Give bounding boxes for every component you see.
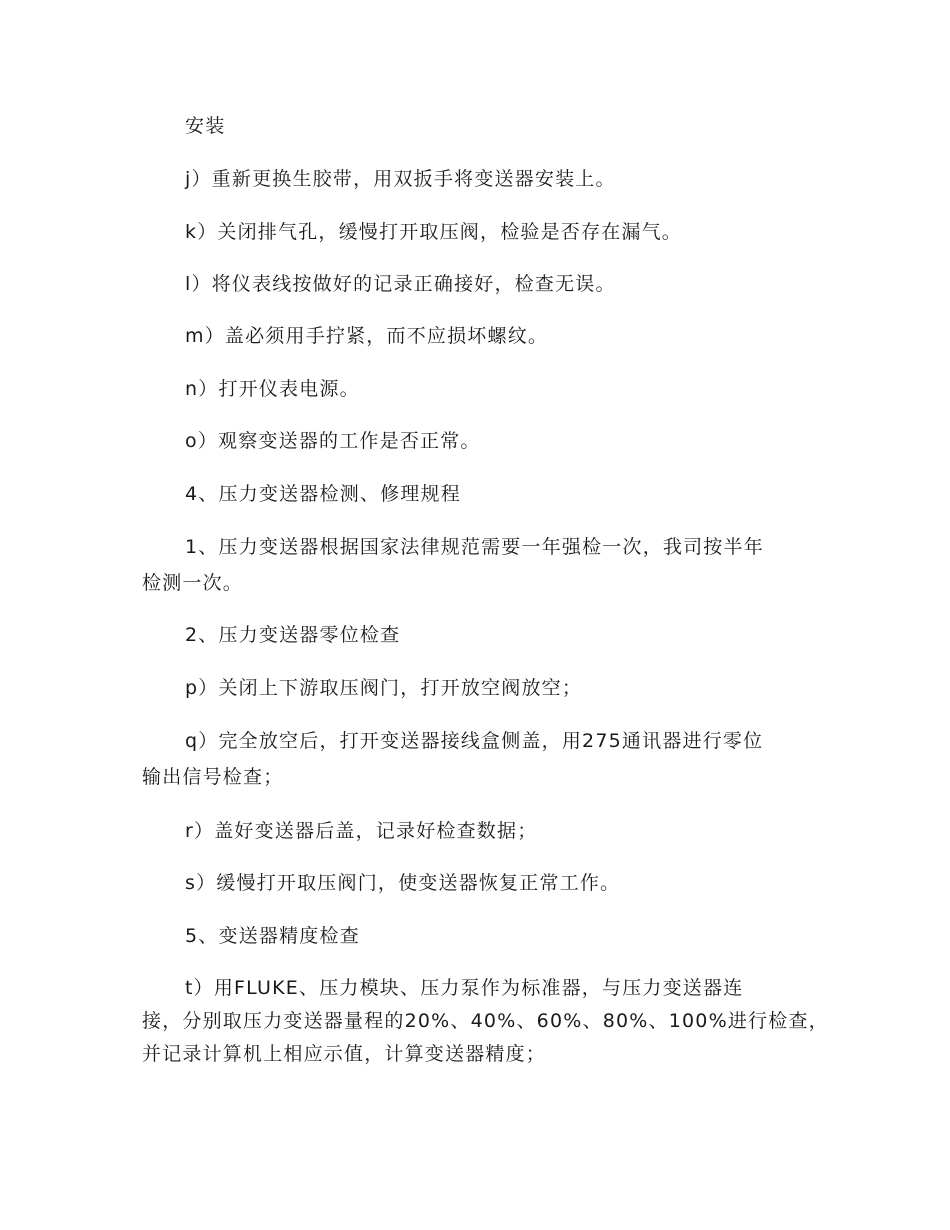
paragraph-line: l）将仪表线按做好的记录正确接好，检查无误。 — [185, 273, 616, 295]
step-l — [142, 270, 806, 298]
paragraph-line: 4、压力变送器检测、修理规程 — [185, 483, 461, 505]
paragraph-line: m）盖必须用手拧紧，而不应损坏螺纹。 — [185, 325, 549, 347]
step-s — [142, 869, 806, 897]
step-t — [142, 974, 829, 1068]
paragraph-line: q）完全放空后，打开变送器接线盒侧盖，用275通讯器进行零位 — [185, 730, 764, 752]
paragraph-line: 接，分别取压力变送器量程的20%、40%、60%、80%、100%进行检查， — [142, 1010, 829, 1032]
paragraph-line: n）打开仪表电源。 — [185, 378, 360, 400]
paragraph-line: 输出信号检查； — [142, 766, 284, 788]
step-q — [142, 727, 806, 791]
item-1 — [142, 533, 806, 597]
item-2-heading — [142, 621, 806, 649]
step-m — [142, 322, 806, 350]
paragraph-line: s）缓慢打开取压阀门，使变送器恢复正常工作。 — [185, 872, 621, 894]
step-p — [142, 674, 806, 702]
paragraph-line: 2、压力变送器零位检查 — [185, 624, 401, 646]
step-o — [142, 427, 806, 455]
paragraph-line: 并记录计算机上相应示值，计算变送器精度； — [142, 1043, 547, 1065]
paragraph-line: 5、变送器精度检查 — [185, 925, 360, 947]
paragraph-line: t）用FLUKE、压力模块、压力泵作为标准器，与压力变送器连 — [185, 977, 744, 999]
step-j — [142, 165, 806, 193]
paragraph-line: o）观察变送器的工作是否正常。 — [185, 430, 481, 452]
paragraph-line: j）重新更换生胶带，用双扳手将变送器安装上。 — [185, 168, 616, 190]
step-r — [142, 817, 806, 845]
section-4-heading — [142, 480, 806, 508]
paragraph-line: p）关闭上下游取压阀门，打开放空阀放空； — [185, 677, 583, 699]
paragraph-line: 安装 — [185, 115, 226, 137]
item-5-heading — [142, 922, 806, 950]
paragraph-line: 检测一次。 — [142, 572, 244, 594]
step-n — [142, 375, 806, 403]
step-k — [142, 218, 806, 246]
paragraph-line: 1、压力变送器根据国家法律规范需要一年强检一次，我司按半年 — [185, 536, 764, 558]
paragraph-line: r）盖好变送器后盖，记录好检查数据； — [185, 820, 538, 842]
paragraph-line: k）关闭排气孔，缓慢打开取压阀，检验是否存在漏气。 — [185, 221, 683, 243]
heading-install — [142, 112, 806, 140]
